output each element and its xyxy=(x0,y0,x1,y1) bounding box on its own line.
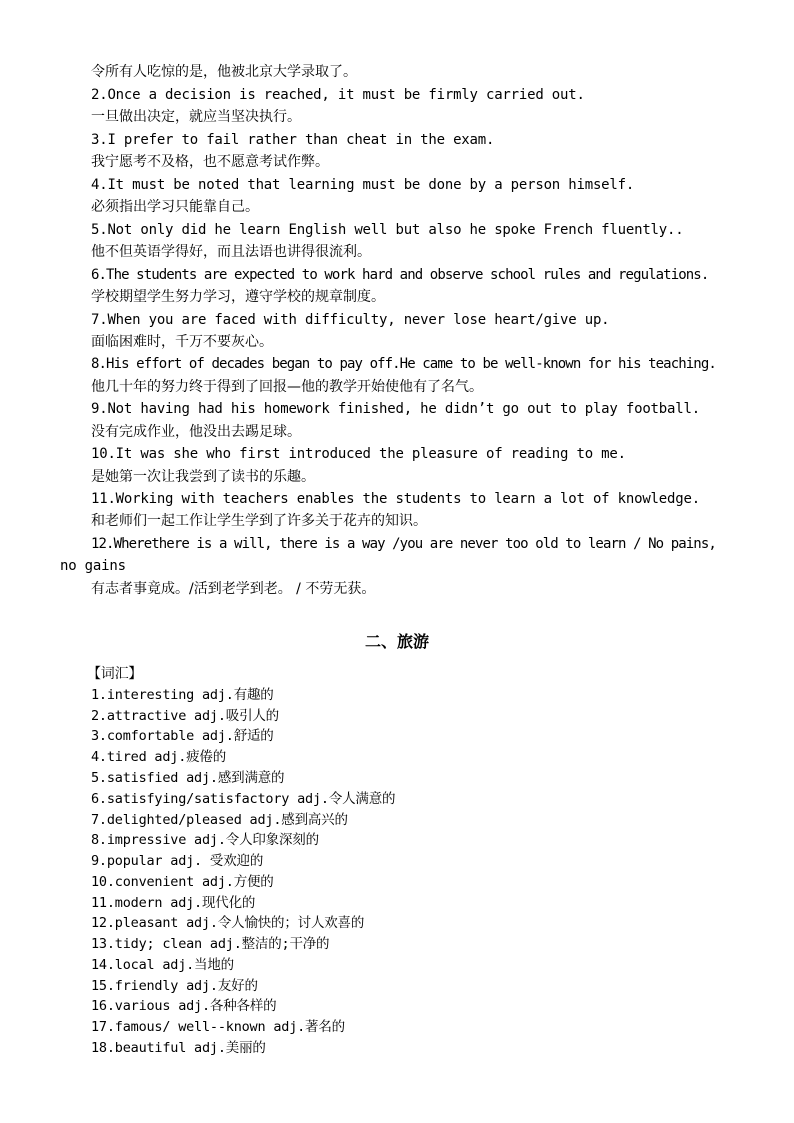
vocab-item: 18.beautiful adj.美丽的 xyxy=(91,1040,266,1056)
sentence-1-zh: 令所有人吃惊的是，他被北京大学录取了。 xyxy=(91,64,357,80)
vocab-item: 14.local adj.当地的 xyxy=(91,957,234,973)
sentence-9-zh: 没有完成作业，他没出去踢足球。 xyxy=(91,424,301,440)
vocab-item: 3.comfortable adj.舒适的 xyxy=(91,728,274,744)
vocab-item: 12.pleasant adj.令人愉快的；讨人欢喜的 xyxy=(91,915,365,931)
sentence-10-en: 10.It was she who first introduced the pleasure of reading to me. xyxy=(91,446,626,462)
vocab-item: 10.convenient adj.方便的 xyxy=(91,874,274,890)
sentence-9-en: 9.Not having had his homework finished, he didn’t go out to play football. xyxy=(91,401,700,417)
sentence-6-zh: 学校期望学生努力学习，遵守学校的规章制度。 xyxy=(91,289,385,305)
vocab-item: 16.various adj.各种各样的 xyxy=(91,998,277,1014)
vocab-item: 17.famous/ well--known adj.著名的 xyxy=(91,1019,345,1035)
vocab-item: 13.tidy; clean adj.整洁的;干净的 xyxy=(91,936,330,952)
sentence-11-en: 11.Working with teachers enables the students to learn a lot of knowledge. xyxy=(91,491,700,507)
vocab-item: 1.interesting adj.有趣的 xyxy=(91,687,274,703)
sentence-6-en: 6.The students are expected to work hard and observe school rules and regulations. xyxy=(91,267,709,283)
vocab-item: 9.popular adj. 受欢迎的 xyxy=(91,853,264,869)
sentence-2-zh: 一旦做出决定，就应当坚决执行。 xyxy=(91,109,301,125)
sentence-4-zh: 必须指出学习只能靠自己。 xyxy=(91,199,259,215)
vocab-item: 2.attractive adj.吸引人的 xyxy=(91,708,279,724)
sentence-10-zh: 是她第一次让我尝到了读书的乐趣。 xyxy=(91,469,315,485)
sentence-5-zh: 他不但英语学得好，而且法语也讲得很流利。 xyxy=(91,244,371,260)
sentence-11-zh: 和老师们一起工作让学生学到了许多关于花卉的知识。 xyxy=(91,513,427,529)
sentence-7-en: 7.When you are faced with difficulty, never lose heart/give up. xyxy=(91,312,610,328)
vocab-item: 6.satisfying/satisfactory adj.令人满意的 xyxy=(91,791,396,807)
sentence-12-en-continued: no gains xyxy=(60,558,126,574)
sentence-4-en: 4.It must be noted that learning must be done by a person himself. xyxy=(91,177,635,193)
vocab-section-label: 【词汇】 xyxy=(87,666,143,682)
vocab-item: 15.friendly adj.友好的 xyxy=(91,978,258,994)
sentence-12-en: 12.Wherethere is a will, there is a way /you are never too old to learn / No pains, xyxy=(91,536,716,552)
sentence-8-en: 8.His effort of decades began to pay off.He came to be well-known for his teaching. xyxy=(91,356,716,372)
section-title: 二、旅游 xyxy=(364,632,429,651)
sentence-12-zh: 有志者事竟成。/活到老学到老。 / 不劳无获。 xyxy=(91,581,376,597)
sentence-3-zh: 我宁愿考不及格，也不愿意考试作弊。 xyxy=(91,154,329,170)
vocab-item: 8.impressive adj.令人印象深刻的 xyxy=(91,832,319,848)
sentence-5-en: 5.Not only did he learn English well but also he spoke French fluently.. xyxy=(91,222,684,238)
sentence-2-en: 2.Once a decision is reached, it must be firmly carried out. xyxy=(91,87,585,103)
vocab-item: 5.satisfied adj.感到满意的 xyxy=(91,770,285,786)
vocab-item: 11.modern adj.现代化的 xyxy=(91,895,256,911)
vocab-item: 7.delighted/pleased adj.感到高兴的 xyxy=(91,812,348,828)
sentence-7-zh: 面临困难时，千万不要灰心。 xyxy=(91,334,273,350)
sentence-3-en: 3.I prefer to fail rather than cheat in the exam. xyxy=(91,132,495,148)
vocab-item: 4.tired adj.疲倦的 xyxy=(91,749,227,765)
sentence-8-zh: 他几十年的努力终于得到了回报—他的教学开始使他有了名气。 xyxy=(91,379,483,395)
